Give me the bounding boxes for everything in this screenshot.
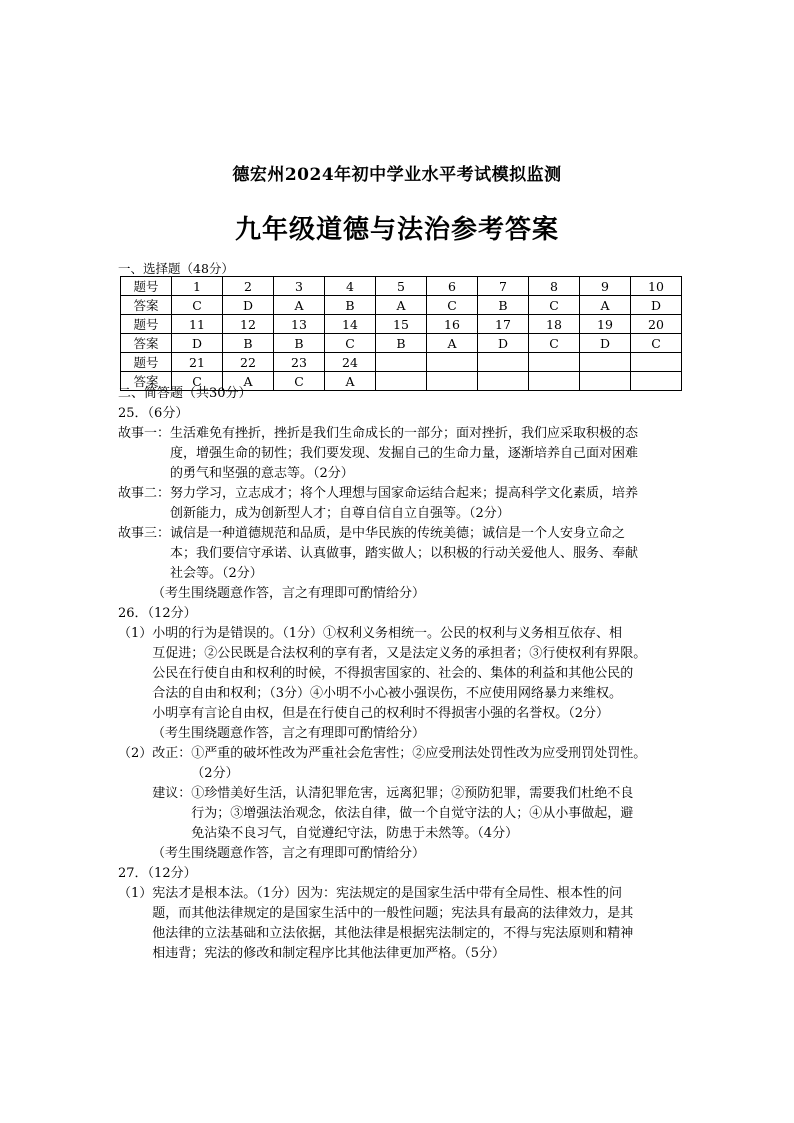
- question-number-cell: 14: [325, 315, 376, 334]
- question-number-cell: [376, 353, 427, 372]
- answer-header: 答案: [121, 334, 172, 353]
- answer-cell: A: [325, 372, 376, 391]
- answer-row: [121, 334, 682, 353]
- question-number-cell: 24: [325, 353, 376, 372]
- q25-story2: [118, 484, 678, 524]
- answer-line: ①严重的破坏性改为严重社会危害性；②应受刑法处罚性改为应受刑罚处罚性。: [191, 746, 647, 761]
- story2-label: 故事二：: [118, 486, 171, 501]
- question-number-row: [121, 315, 682, 334]
- question-number-cell: 8: [529, 277, 580, 296]
- story1-line: 生活难免有挫折，挫折是我们生命成长的一部分；面对挫折，我们应采取积极的态: [170, 426, 639, 441]
- story3-line: 本；我们要信守承诺、认真做事，踏实做人；以积极的行动关爱他人、服务、奉献: [170, 546, 639, 561]
- answer-key-title: 九年级道德与法治参考答案: [234, 215, 559, 245]
- answer-cell: A: [376, 296, 427, 315]
- answer-cell: A: [580, 296, 631, 315]
- q26-heading: 26．（12分）: [118, 606, 197, 621]
- answer-line: 互促进；②公民既是合法权利的享有者，又是法定义务的承担者；③行使权利有界限。: [152, 646, 647, 661]
- question-number-cell: 9: [580, 277, 631, 296]
- question-number-cell: 17: [478, 315, 529, 334]
- answer-cell: B: [223, 334, 274, 353]
- short-answer-section: [118, 386, 678, 964]
- q26-suggestion: [152, 784, 678, 844]
- q26-correction: [152, 744, 678, 784]
- answer-line: 小明的行为是错误的。（1分）①权利义务相统一。公民的权利与义务相互依存、相: [152, 626, 623, 641]
- question-number-cell: 7: [478, 277, 529, 296]
- answer-cell: A: [223, 372, 274, 391]
- story3-line: 诚信是一种道德规范和品质，是中华民族的传统美德；诚信是一个人安身立命之: [170, 526, 626, 541]
- question-number-row: [121, 277, 682, 296]
- q26-part1: [118, 624, 678, 724]
- question-number-header: 题号: [121, 353, 172, 372]
- part-label: （1）: [118, 886, 153, 901]
- question-number-cell: 3: [274, 277, 325, 296]
- answer-line: 小明享有言论自由权，但是在行使自己的权利时不得损害小强的名誉权。（2分）: [152, 706, 610, 721]
- answer-cell: B: [274, 334, 325, 353]
- q27-heading: 27．（12分）: [118, 866, 197, 881]
- question-number-cell: 22: [223, 353, 274, 372]
- story1-line: 的勇气和坚强的意志等。（2分）: [170, 466, 354, 481]
- q27-part1: [118, 884, 678, 964]
- answer-cell: D: [172, 334, 223, 353]
- question-number-cell: 13: [274, 315, 325, 334]
- answer-header: 答案: [121, 296, 172, 315]
- q25-heading: 25．（6分）: [118, 406, 189, 421]
- question-number-cell: [478, 353, 529, 372]
- answer-cell: A: [427, 334, 478, 353]
- answer-header: 答案: [121, 372, 172, 391]
- question-number-cell: [631, 353, 682, 372]
- question-number-cell: 1: [172, 277, 223, 296]
- question-number-cell: 6: [427, 277, 478, 296]
- answer-cell: C: [529, 296, 580, 315]
- story1-label: 故事一：: [118, 426, 171, 441]
- answer-cell: C: [427, 296, 478, 315]
- q25-grading-note: （考生围绕题意作答，言之有理即可酌情给分）: [152, 586, 426, 601]
- q26-grading-note-1: （考生围绕题意作答，言之有理即可酌情给分）: [152, 726, 426, 741]
- answer-cell: C: [274, 372, 325, 391]
- answer-line: 宪法才是根本法。（1分）因为：宪法规定的是国家生活中带有全局性、根本性的问: [152, 886, 623, 901]
- story2-line: 创新能力，成为创新型人才；自尊自信自立自强等。（2分）: [170, 506, 510, 521]
- answer-cell: B: [325, 296, 376, 315]
- question-number-row: [121, 353, 682, 372]
- answer-line: 相违背；宪法的修改和制定程序比其他法律更加严格。（5分）: [152, 946, 506, 961]
- answer-line: 他法律的立法基础和立法依据，其他法律是根据宪法制定的，不得与宪法原则和精神: [152, 926, 634, 941]
- question-number-cell: 2: [223, 277, 274, 296]
- q25-story3: [118, 524, 678, 584]
- exam-title: 德宏州2024年初中学业水平考试模拟监测: [232, 165, 562, 185]
- answer-cell: B: [478, 296, 529, 315]
- question-number-cell: 20: [631, 315, 682, 334]
- answer-cell: D: [478, 334, 529, 353]
- answer-cell: D: [580, 334, 631, 353]
- answer-line: （2分）: [191, 766, 239, 781]
- question-number-cell: 15: [376, 315, 427, 334]
- question-number-cell: 21: [172, 353, 223, 372]
- question-number-cell: 16: [427, 315, 478, 334]
- suggestion-label: 建议：: [152, 786, 192, 801]
- answer-cell: C: [529, 334, 580, 353]
- question-number-cell: 18: [529, 315, 580, 334]
- question-number-header: 题号: [121, 277, 172, 296]
- answer-row: [121, 296, 682, 315]
- question-number-cell: 12: [223, 315, 274, 334]
- multiple-choice-answer-table: [120, 276, 682, 391]
- q26-part2: [118, 744, 678, 844]
- q26-grading-note-2: （考生围绕题意作答，言之有理即可酌情给分）: [152, 846, 426, 861]
- section-1-heading: 一、选择题（48分）: [118, 261, 234, 276]
- question-number-cell: 5: [376, 277, 427, 296]
- answer-cell: D: [223, 296, 274, 315]
- answer-line: 题，而其他法律规定的是国家生活中的一般性问题；宪法具有最高的法律效力，是其: [152, 906, 634, 921]
- question-number-cell: 10: [631, 277, 682, 296]
- part-label: （2）: [118, 746, 153, 761]
- answer-line: 免沾染不良习气，自觉遵纪守法，防患于未然等。（4分）: [191, 826, 519, 841]
- answer-cell: C: [172, 296, 223, 315]
- answer-cell: C: [631, 334, 682, 353]
- story2-line: 努力学习，立志成才；将个人理想与国家命运结合起来；提高科学文化素质，培养: [170, 486, 639, 501]
- question-number-cell: [529, 353, 580, 372]
- question-number-cell: 4: [325, 277, 376, 296]
- answer-cell: C: [172, 372, 223, 391]
- answer-line: 合法的自由和权利；（3分）④小明不小心被小强误伤，不应使用网络暴力来维权。: [152, 686, 623, 701]
- correction-label: 改正：: [152, 746, 192, 761]
- answer-cell: B: [376, 334, 427, 353]
- answer-line: 行为；③增强法治观念，依法自律，做一个自觉守法的人；④从小事做起，避: [191, 806, 634, 821]
- answer-cell: C: [325, 334, 376, 353]
- question-number-header: 题号: [121, 315, 172, 334]
- q25-story1: [118, 424, 678, 484]
- question-number-cell: 19: [580, 315, 631, 334]
- story1-line: 度，增强生命的韧性；我们要发现、发掘自己的生命力量，逐渐培养自己面对困难: [170, 446, 639, 461]
- story3-label: 故事三：: [118, 526, 171, 541]
- question-number-cell: [427, 353, 478, 372]
- answer-cell: D: [631, 296, 682, 315]
- section-2-heading: 二、简答题（共30分）: [118, 386, 252, 401]
- question-number-cell: 23: [274, 353, 325, 372]
- answer-line: 公民在行使自由和权利的时候，不得损害国家的、社会的、集体的利益和其他公民的: [152, 666, 634, 681]
- answer-line: ①珍惜美好生活，认清犯罪危害，远离犯罪；②预防犯罪，需要我们杜绝不良: [191, 786, 634, 801]
- story3-line: 社会等。（2分）: [170, 566, 263, 581]
- question-number-cell: 11: [172, 315, 223, 334]
- part-label: （1）: [118, 626, 153, 641]
- answer-cell: A: [274, 296, 325, 315]
- question-number-cell: [580, 353, 631, 372]
